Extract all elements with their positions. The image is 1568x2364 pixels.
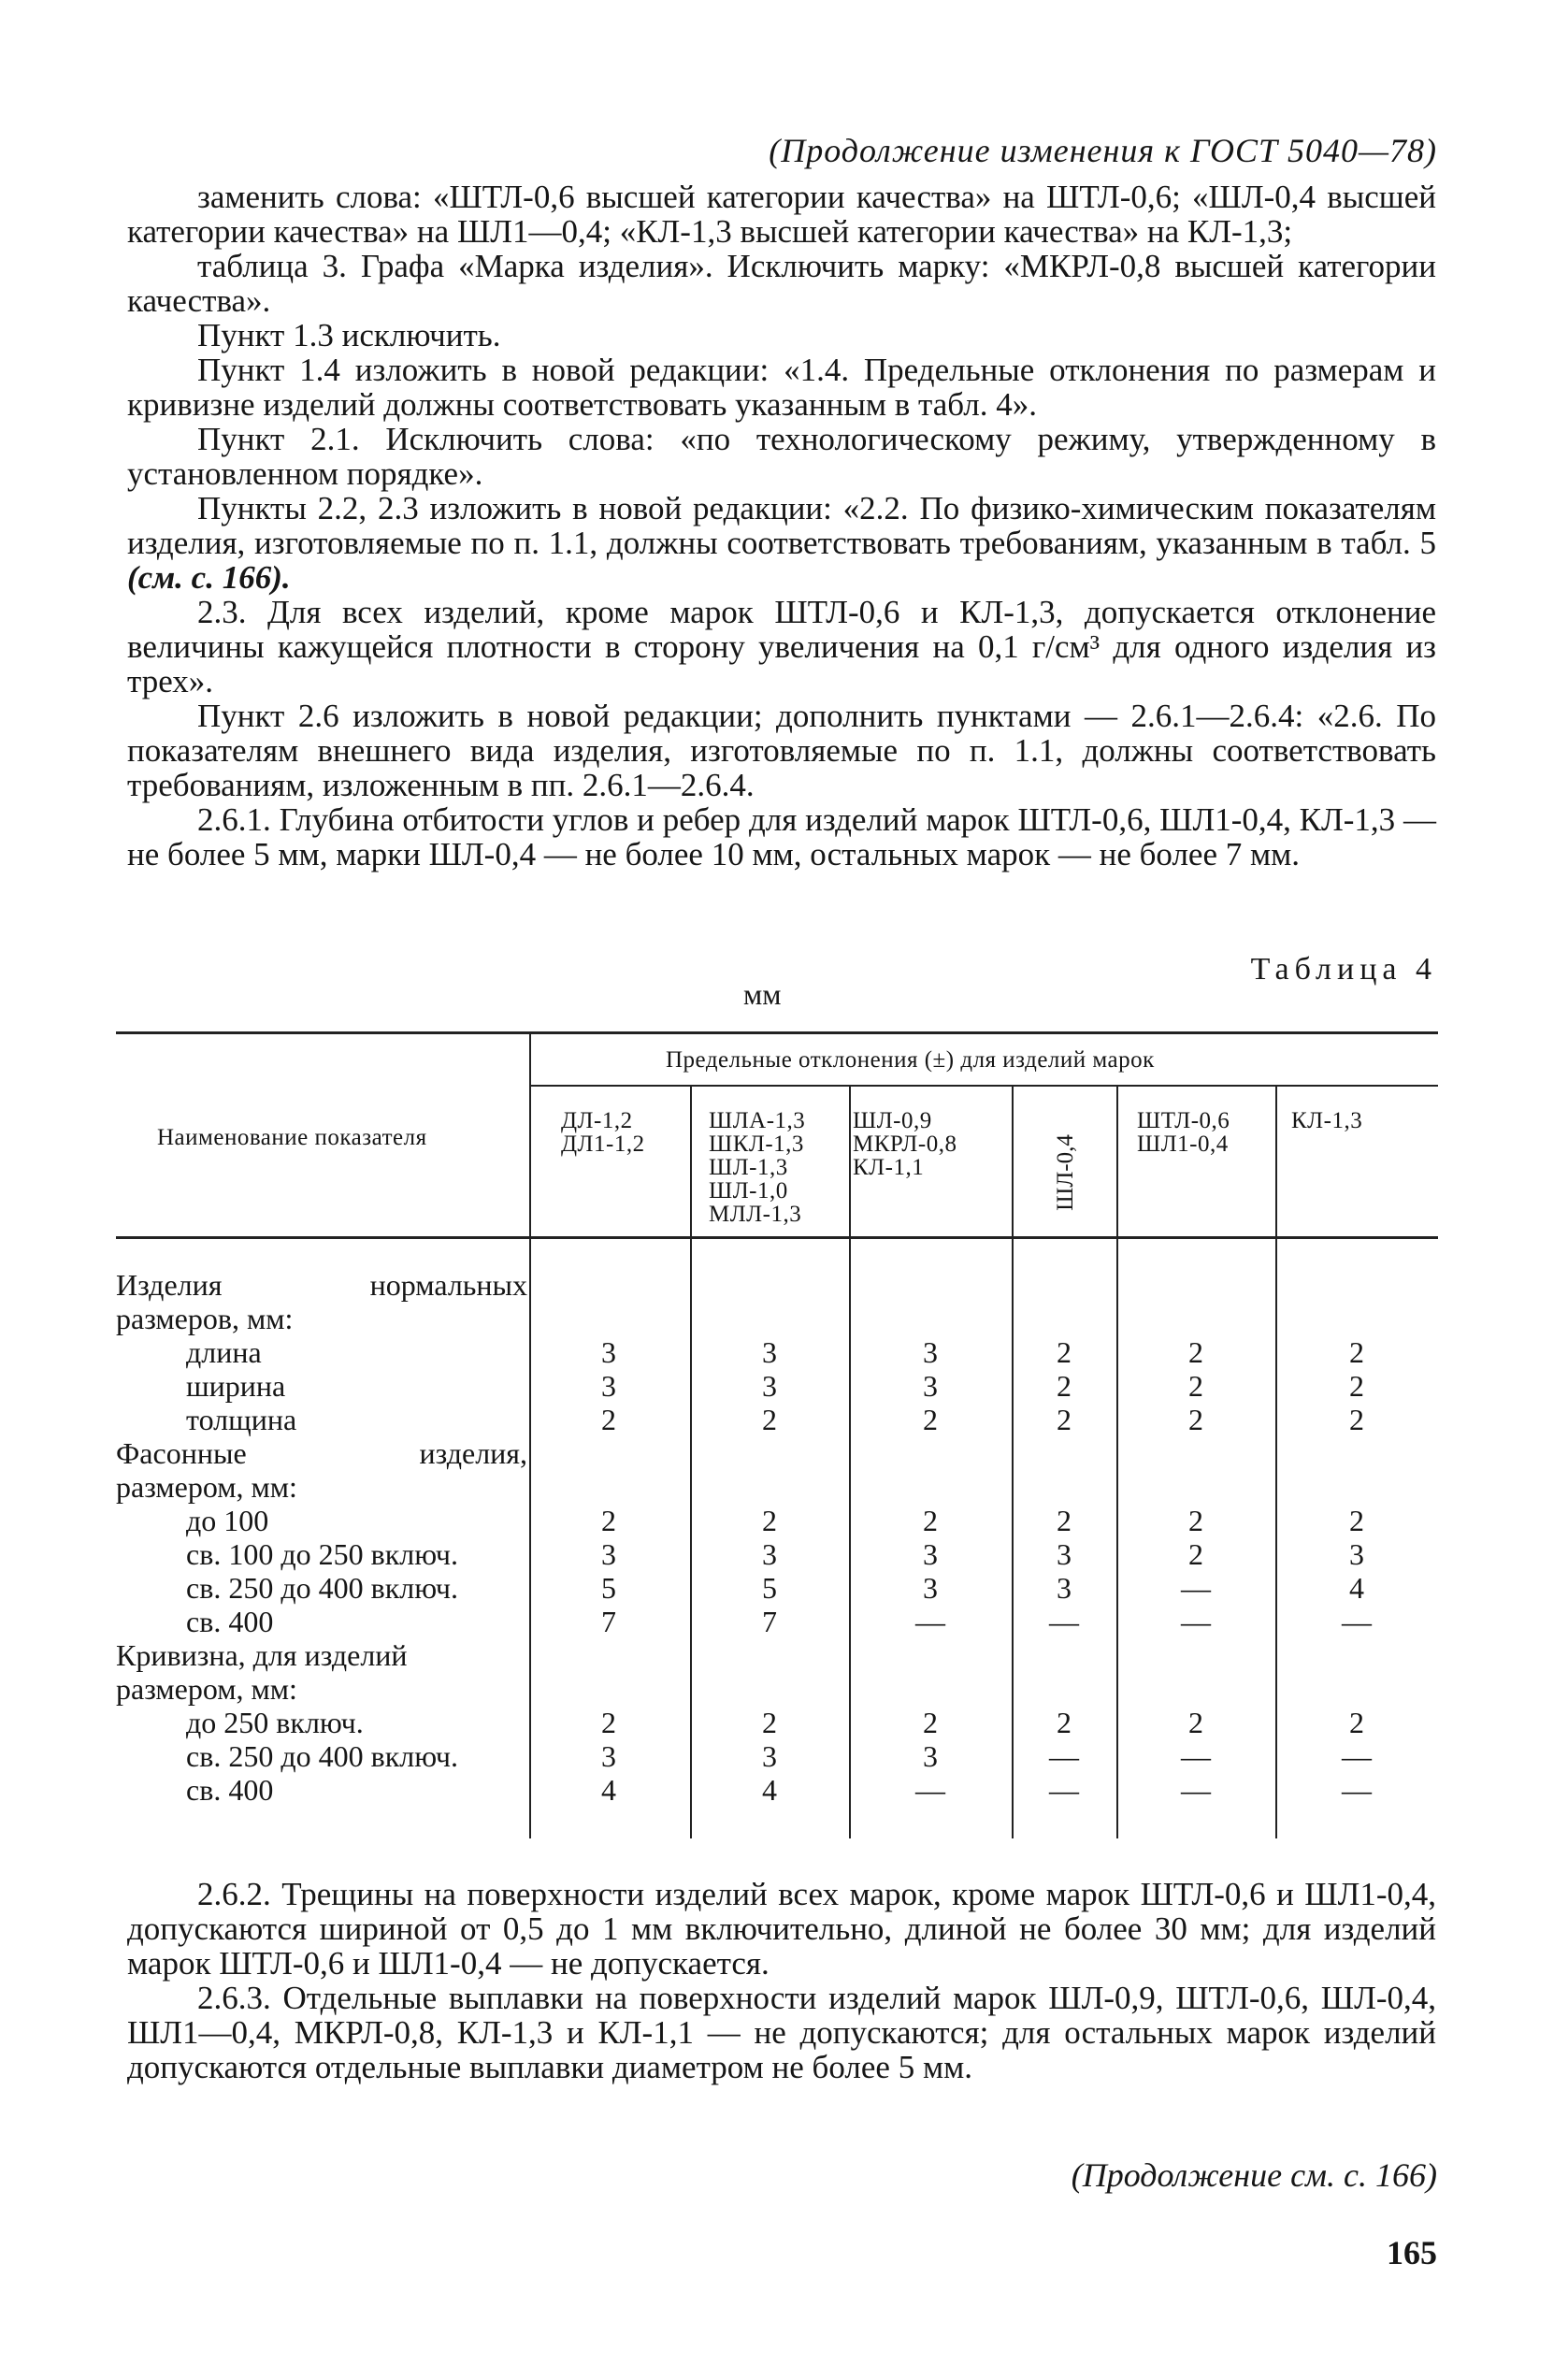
paragraph: 2.6.2. Трещины на поверхности изделий всех марок, кроме марок ШТЛ-0,6 и ШЛ1-0,4, допускаются шириной от 0,5 до 1 мм включительно, длиной не более 30 мм; для изделий марок ШТЛ-0,6 и ШЛ1-0,4 — не допускается. — [127, 1876, 1436, 1982]
table-cell: 2 — [762, 1403, 777, 1436]
column-divider — [849, 1087, 851, 1838]
table-cell: 5 — [762, 1571, 777, 1605]
paragraph-text: Пункты 2.2, 2.3 изложить в новой редакции: «2.2. По физико-химическим показателям изделия, изготовляемые по п. 1.1, должны соответствовать требованиям, указанным в табл. 5 — [127, 490, 1436, 561]
row-label — [116, 1268, 527, 1302]
row-label: св. 400 — [186, 1773, 274, 1807]
table-cell: 3 — [762, 1369, 777, 1403]
column-divider — [1275, 1087, 1277, 1838]
column-divider — [690, 1087, 692, 1838]
table-cell: — — [1342, 1739, 1372, 1773]
continuation-note: (Продолжение см. с. 166) — [1071, 2156, 1437, 2194]
paragraph: 2.6.1. Глубина отбитости углов и ребер для изделий марок ШТЛ-0,6, ШЛ1-0,4, КЛ-1,3 — не более 5 мм, марки ШЛ-0,4 — не более 10 мм, остальных марок — не более 7 мм. — [127, 801, 1436, 872]
table-cell: — — [1342, 1773, 1372, 1807]
table-cell: 2 — [1188, 1706, 1203, 1739]
table-cell: 4 — [1349, 1571, 1364, 1605]
column-divider — [1116, 1087, 1118, 1838]
table-cell: 7 — [762, 1605, 777, 1638]
table-cell: 3 — [601, 1369, 616, 1403]
table-cell: — — [1181, 1773, 1211, 1807]
table-cell: — — [1181, 1571, 1211, 1605]
row-label: св. 250 до 400 включ. — [186, 1571, 458, 1605]
row-label: размером, мм: — [116, 1672, 297, 1706]
row-label: св. 400 — [186, 1605, 274, 1638]
grade-column-header: ШЛ-0,4 — [1053, 1134, 1078, 1211]
table-cell: 2 — [601, 1403, 616, 1436]
group-header: Предельные отклонения (±) для изделий марок — [666, 1047, 1155, 1073]
table-cell: 4 — [762, 1773, 777, 1807]
table-cell: 3 — [923, 1335, 938, 1369]
column-divider — [1012, 1087, 1014, 1838]
table-cell: 2 — [1188, 1537, 1203, 1571]
table-cell: 3 — [762, 1739, 777, 1773]
paragraph: Пункт 1.3 исключить. — [197, 317, 501, 353]
table-cell: — — [915, 1773, 945, 1807]
table-cell: 2 — [1349, 1403, 1364, 1436]
grade-column-header: ШЛ-0,9 МКРЛ-0,8 КЛ-1,1 — [853, 1108, 957, 1180]
row-label: до 100 — [186, 1504, 269, 1537]
table-cell: 2 — [1349, 1369, 1364, 1403]
table-cell: 3 — [923, 1571, 938, 1605]
table-cell: 2 — [1057, 1335, 1072, 1369]
paragraph: Пункт 2.1. Исключить слова: «по технологическому режиму, утвержденному в установленном порядке». — [127, 421, 1436, 492]
table-cell: 2 — [1057, 1403, 1072, 1436]
table-cell: 3 — [1057, 1571, 1072, 1605]
paragraph: Пункт 1.4 изложить в новой редакции: «1.4. Предельные отклонения по размерам и кривизне изделий должны соответствовать указанным в табл. 4». — [127, 352, 1436, 423]
row-label-part: изделия, — [419, 1436, 527, 1470]
row-label-part: нормальных — [369, 1268, 527, 1302]
intro-text — [127, 180, 1436, 872]
row-label-part: Изделия — [116, 1268, 223, 1302]
grade-column-header: ДЛ-1,2 ДЛ1-1,2 — [561, 1108, 645, 1157]
paragraph — [127, 491, 1436, 595]
table-units: мм — [743, 977, 782, 1011]
row-label: размером, мм: — [116, 1470, 297, 1504]
row-label: размеров, мм: — [116, 1302, 294, 1335]
table-cell: — — [1181, 1605, 1211, 1638]
table-cell: 2 — [601, 1706, 616, 1739]
table-cell: 2 — [762, 1706, 777, 1739]
table-cell: 2 — [923, 1706, 938, 1739]
table-cell: 2 — [1188, 1403, 1203, 1436]
table-cell: 3 — [601, 1537, 616, 1571]
table-cell: 2 — [923, 1504, 938, 1537]
after-table-text — [127, 1877, 1436, 2084]
table-cell: 7 — [601, 1605, 616, 1638]
table-cell: 3 — [923, 1537, 938, 1571]
table-cell: 3 — [601, 1739, 616, 1773]
grade-column-header: ШЛА-1,3 ШКЛ-1,3 ШЛ-1,3 ШЛ-1,0 МЛЛ-1,3 — [709, 1108, 806, 1227]
table-cell: 2 — [1349, 1706, 1364, 1739]
page-number: 165 — [1387, 2234, 1437, 2271]
paragraph: 2.3. Для всех изделий, кроме марок ШТЛ-0,6 и КЛ-1,3, допускается отклонение величины кажущейся плотности в сторону увеличения на 0,1 г/см³ для одного изделия из трех». — [127, 594, 1436, 699]
row-label: св. 250 до 400 включ. — [186, 1739, 458, 1773]
table-cell: 2 — [1188, 1504, 1203, 1537]
table-cell: 2 — [1057, 1369, 1072, 1403]
table-cell: 3 — [762, 1335, 777, 1369]
table-cell: 3 — [923, 1369, 938, 1403]
column-header-indicator: Наименование показателя — [157, 1125, 427, 1150]
table-cell: 2 — [762, 1504, 777, 1537]
paragraph: Пункт 2.6 изложить в новой редакции; дополнить пунктами — 2.6.1—2.6.4: «2.6. По показателям внешнего вида изделия, изготовляемые по п. 1.1, должны соответствовать требованиям, изложенным в пп. 2.6.1—2.6.4. — [127, 698, 1436, 803]
grade-column-header: ШТЛ-0,6 ШЛ1-0,4 — [1137, 1108, 1230, 1157]
table-cell: 3 — [923, 1739, 938, 1773]
table-cell: 3 — [762, 1537, 777, 1571]
table-cell: — — [1049, 1605, 1079, 1638]
row-label: длина — [186, 1335, 262, 1369]
row-label — [116, 1436, 527, 1470]
table-cell: — — [1049, 1773, 1079, 1807]
table-cell: 3 — [1057, 1537, 1072, 1571]
table-cell: — — [1181, 1739, 1211, 1773]
table-cell: 2 — [1349, 1335, 1364, 1369]
table-cell: 3 — [601, 1335, 616, 1369]
row-label: толщина — [186, 1403, 297, 1436]
running-header: (Продолжение изменения к ГОСТ 5040—78) — [769, 132, 1437, 169]
table-cell: — — [1049, 1739, 1079, 1773]
paragraph: заменить слова: «ШТЛ-0,6 высшей категории качества» на ШТЛ-0,6; «ШЛ-0,4 высшей категории качества» на ШЛ1—0,4; «КЛ-1,3 высшей категории качества» на КЛ-1,3; — [127, 179, 1436, 250]
table-reference: (см. с. 166). — [127, 559, 291, 596]
paragraph: 2.6.3. Отдельные выплавки на поверхности изделий марок ШЛ-0,9, ШТЛ-0,6, ШЛ-0,4, ШЛ1—0,4, МКРЛ-0,8, КЛ-1,3 и КЛ-1,1 — не допускаются; для остальных марок изделий допускаются отдельные выплавки диаметром не более 5 мм. — [127, 1980, 1436, 2085]
table-cell: 5 — [601, 1571, 616, 1605]
table-cell: 2 — [923, 1403, 938, 1436]
row-label: до 250 включ. — [186, 1706, 364, 1739]
row-label: св. 100 до 250 включ. — [186, 1537, 458, 1571]
table-cell: 2 — [1057, 1706, 1072, 1739]
table-cell: 2 — [1349, 1504, 1364, 1537]
table-cell: 2 — [1057, 1504, 1072, 1537]
table-cell: 2 — [1188, 1335, 1203, 1369]
header-bottom-rule — [116, 1236, 1438, 1239]
table-cell: — — [1342, 1605, 1372, 1638]
row-label: Кривизна, для изделий — [116, 1638, 408, 1672]
table-cell: 4 — [601, 1773, 616, 1807]
table-caption: Таблица 4 — [1250, 952, 1437, 987]
group-header-rule — [530, 1085, 1438, 1087]
row-label: ширина — [186, 1369, 286, 1403]
paragraph: таблица 3. Графа «Марка изделия». Исключить марку: «МКРЛ-0,8 высшей категории качества». — [127, 248, 1436, 319]
table-cell: 2 — [1188, 1369, 1203, 1403]
table-cell: 3 — [1349, 1537, 1364, 1571]
table-cell: — — [915, 1605, 945, 1638]
grade-column-header: КЛ-1,3 — [1291, 1108, 1363, 1133]
table-top-rule — [116, 1031, 1438, 1034]
row-label-part: Фасонные — [116, 1436, 247, 1470]
table-cell: 2 — [601, 1504, 616, 1537]
